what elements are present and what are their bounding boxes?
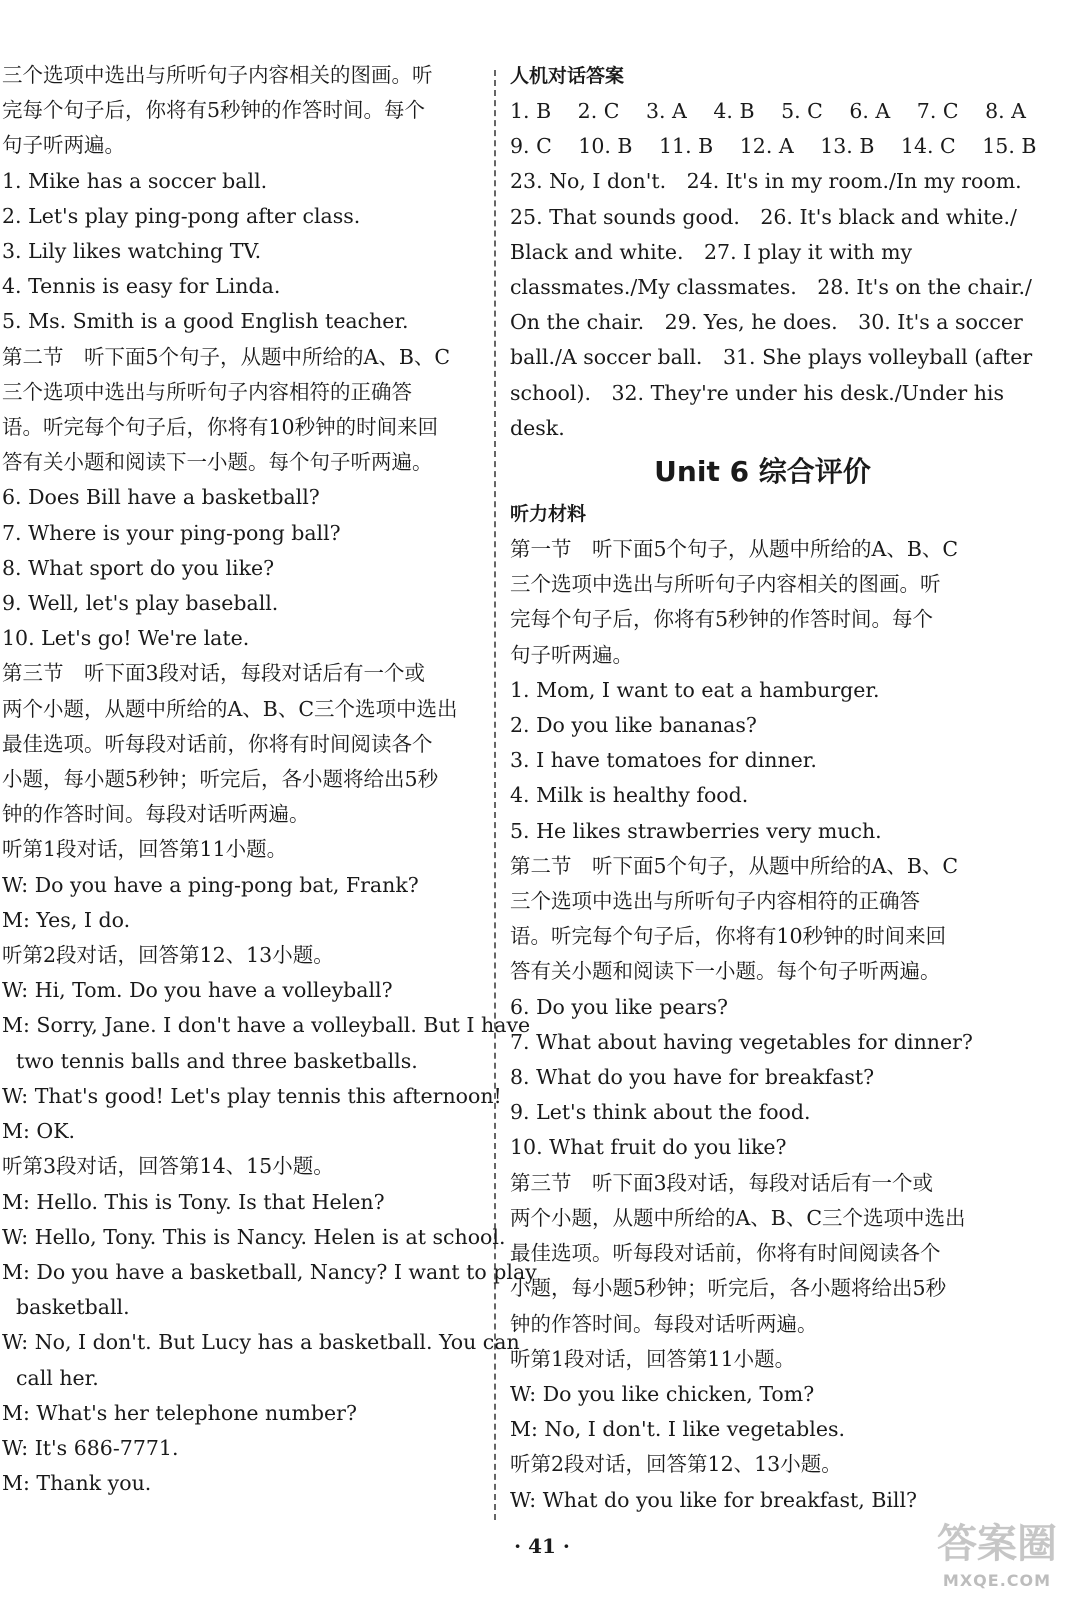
text-line: 听第1段对话，回答第11小题。 bbox=[2, 837, 288, 862]
text-line: 10. Let's go! We're late. bbox=[2, 626, 250, 651]
answer-item: 8. A bbox=[985, 99, 1026, 123]
text-line: 10. What fruit do you like? bbox=[510, 1135, 787, 1160]
text-line: 2. Do you like bananas? bbox=[510, 713, 757, 738]
text-line: 3. Lily likes watching TV. bbox=[2, 239, 262, 264]
text-line: 小题，每小题5秒钟；听完后，各小题将给出5秒 bbox=[2, 767, 439, 792]
answer-item: 15. B bbox=[982, 134, 1037, 159]
text-line: 钟的作答时间。每段对话听两遍。 bbox=[2, 802, 310, 827]
text-line: W: Hello, Tony. This is Nancy. Helen is at school. bbox=[2, 1224, 506, 1249]
text-line: call her. bbox=[16, 1365, 99, 1390]
text-line: M: Thank you. bbox=[2, 1471, 152, 1496]
listening-heading: 听力材料 bbox=[510, 503, 587, 526]
text-line: 3. I have tomatoes for dinner. bbox=[510, 748, 817, 773]
oral-answer-line: ball./A soccer ball. 31. She plays volleyball (after bbox=[510, 345, 1033, 370]
text-line: 听第1段对话，回答第11小题。 bbox=[510, 1346, 796, 1371]
text-line: W: What do you like for breakfast, Bill? bbox=[510, 1487, 918, 1512]
text-line: 小题，每小题5秒钟；听完后，各小题将给出5秒 bbox=[510, 1276, 947, 1301]
text-line: 三个选项中选出与所听句子内容相符的正确答 bbox=[510, 889, 920, 914]
text-line: M: OK. bbox=[2, 1119, 76, 1144]
text-line: 最佳选项。听每段对话前，你将有时间阅读各个 bbox=[2, 731, 433, 756]
text-line: M: Yes, I do. bbox=[2, 907, 131, 932]
mc-answers-row-2 bbox=[510, 129, 1037, 164]
watermark-glyphs: 答案圈 bbox=[937, 1521, 1057, 1567]
text-line: 7. Where is your ping-pong ball? bbox=[2, 520, 341, 545]
oral-answer-line: Black and white. 27. I play it with my bbox=[510, 239, 913, 264]
text-line: 句子听两遍。 bbox=[2, 133, 125, 158]
text-line: 第三节 听下面3段对话，每段对话后有一个或 bbox=[2, 661, 426, 686]
answer-item: 1. B bbox=[510, 99, 552, 123]
text-line: W: That's good! Let's play tennis this afternoon! bbox=[2, 1083, 502, 1108]
answer-item: 9. C bbox=[510, 134, 552, 159]
text-line: 8. What do you have for breakfast? bbox=[510, 1065, 875, 1090]
oral-answer-line: school). 32. They're under his desk./Under his bbox=[510, 380, 1004, 405]
text-line: W: Do you like chicken, Tom? bbox=[510, 1381, 815, 1406]
text-line: 4. Milk is healthy food. bbox=[510, 783, 749, 808]
text-line: basketball. bbox=[16, 1295, 130, 1320]
oral-answer-line: On the chair. 29. Yes, he does. 30. It's a soccer bbox=[510, 310, 1023, 335]
text-line: M: Do you have a basketball, Nancy? I want to play bbox=[2, 1259, 537, 1284]
text-line: 语。听完每个句子后，你将有10秒钟的时间来回 bbox=[510, 924, 947, 949]
text-line: M: Sorry, Jane. I don't have a volleyball. But I have bbox=[2, 1013, 531, 1038]
text-line: 1. Mike has a soccer ball. bbox=[2, 168, 268, 193]
text-line: 完每个句子后，你将有5秒钟的作答时间。每个 bbox=[2, 98, 426, 123]
text-line: 6. Does Bill have a basketball? bbox=[2, 485, 320, 510]
text-line: 句子听两遍。 bbox=[510, 642, 633, 667]
text-line: 答有关小题和阅读下一小题。每个句子听两遍。 bbox=[510, 959, 941, 984]
text-line: 5. Ms. Smith is a good English teacher. bbox=[2, 309, 409, 334]
watermark-logo bbox=[922, 1512, 1072, 1592]
text-line: 1. Mom, I want to eat a hamburger. bbox=[510, 677, 880, 702]
text-line: 7. What about having vegetables for dinner? bbox=[510, 1029, 973, 1054]
text-line: 三个选项中选出与所听句子内容相符的正确答 bbox=[2, 379, 412, 404]
text-line: 两个小题，从题中所给的A、B、C三个选项中选出 bbox=[510, 1205, 966, 1230]
text-line: 语。听完每个句子后，你将有10秒钟的时间来回 bbox=[2, 415, 439, 440]
answer-item: 2. C bbox=[577, 99, 620, 123]
answer-item: 3. A bbox=[645, 99, 687, 123]
answer-item: 6. A bbox=[849, 99, 891, 123]
oral-answer-line: 25. That sounds good. 26. It's black and white./ bbox=[510, 204, 1017, 229]
text-line: 4. Tennis is easy for Linda. bbox=[2, 274, 281, 299]
text-line: 三个选项中选出与所听句子内容相关的图画。听 bbox=[510, 572, 941, 597]
answer-item: 5. C bbox=[781, 99, 823, 123]
answer-item: 11. B bbox=[659, 134, 714, 159]
answer-item: 10. B bbox=[578, 134, 633, 159]
text-line: 完每个句子后，你将有5秒钟的作答时间。每个 bbox=[510, 607, 934, 632]
text-line: 钟的作答时间。每段对话听两遍。 bbox=[510, 1311, 818, 1336]
text-line: 听第2段对话，回答第12、13小题。 bbox=[2, 943, 334, 968]
text-line: M: Hello. This is Tony. Is that Helen? bbox=[2, 1189, 385, 1214]
text-line: 2. Let's play ping-pong after class. bbox=[2, 203, 361, 228]
text-line: 8. What sport do you like? bbox=[2, 555, 275, 580]
text-line: 听第2段对话，回答第12、13小题。 bbox=[510, 1452, 842, 1477]
oral-answer-line: classmates./My classmates. 28. It's on the chair./ bbox=[510, 275, 1032, 300]
text-line: 6. Do you like pears? bbox=[510, 994, 728, 1019]
right-column bbox=[510, 58, 1037, 1518]
unit-title: Unit 6 综合评价 bbox=[654, 455, 871, 489]
text-line: two tennis balls and three basketballs. bbox=[16, 1048, 418, 1073]
mc-answers-row-1 bbox=[510, 94, 1026, 129]
text-line: 两个小题，从题中所给的A、B、C三个选项中选出 bbox=[2, 696, 458, 721]
page-number: · 41 · bbox=[514, 1534, 570, 1558]
answer-item: 13. B bbox=[820, 134, 875, 159]
text-line: W: Hi, Tom. Do you have a volleyball? bbox=[2, 978, 393, 1003]
text-line: 9. Let's think about the food. bbox=[510, 1100, 811, 1125]
text-line: 最佳选项。听每段对话前，你将有时间阅读各个 bbox=[510, 1241, 941, 1266]
text-line: 9. Well, let's play baseball. bbox=[2, 591, 279, 616]
answers-heading: 人机对话答案 bbox=[510, 65, 625, 87]
text-line: 第三节 听下面3段对话，每段对话后有一个或 bbox=[510, 1170, 934, 1195]
text-line: M: No, I don't. I like vegetables. bbox=[510, 1417, 845, 1442]
text-line: W: No, I don't. But Lucy has a basketball. You can bbox=[2, 1330, 520, 1355]
answer-item: 14. C bbox=[900, 134, 956, 159]
text-line: 听第3段对话，回答第14、15小题。 bbox=[2, 1154, 334, 1179]
oral-answer-line: 23. No, I don't. 24. It's in my room./In my room. bbox=[510, 169, 1022, 194]
text-line: 答有关小题和阅读下一小题。每个句子听两遍。 bbox=[2, 450, 433, 475]
text-line: 第一节 听下面5个句子，从题中所给的A、B、C bbox=[510, 537, 959, 562]
text-line: W: Do you have a ping-pong bat, Frank? bbox=[2, 872, 419, 897]
oral-answer-line: desk. bbox=[510, 415, 565, 440]
answer-item: 7. C bbox=[916, 99, 959, 123]
watermark-text: MXQE.COM bbox=[942, 1571, 1052, 1590]
answer-item: 4. B bbox=[713, 99, 755, 123]
text-line: 5. He likes strawberries very much. bbox=[510, 818, 882, 843]
text-line: M: What's her telephone number? bbox=[2, 1400, 357, 1425]
column-divider bbox=[494, 70, 496, 1520]
text-line: 第二节 听下面5个句子，从题中所给的A、B、C bbox=[2, 344, 451, 369]
text-line: 三个选项中选出与所听句子内容相关的图画。听 bbox=[2, 63, 433, 87]
answer-item: 12. A bbox=[739, 134, 794, 159]
text-line: 第二节 听下面5个句子，从题中所给的A、B、C bbox=[510, 853, 959, 878]
text-line: W: It's 686-7771. bbox=[2, 1435, 179, 1460]
